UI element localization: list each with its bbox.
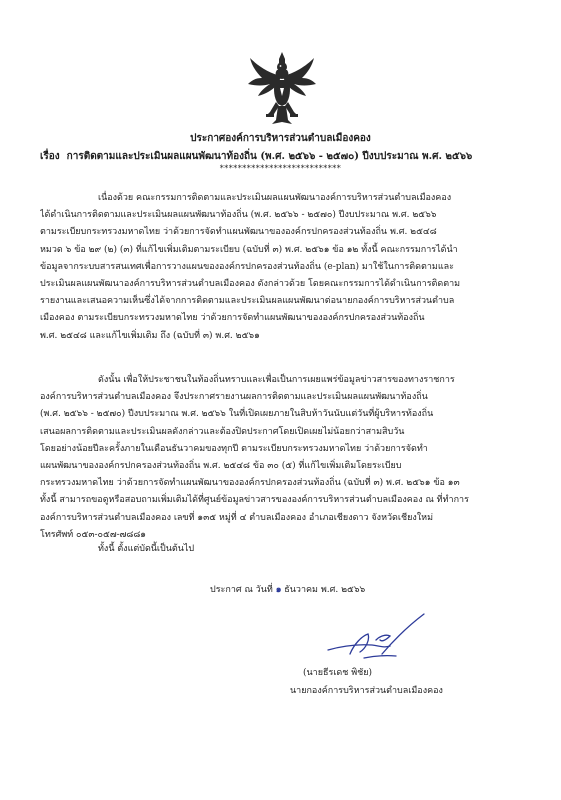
paragraph-line: ประเมินผลแผนพัฒนาองค์การบริหารส่วนตำบลเมืองคอง ดังกล่าวด้วย โดยคณะกรรมการได้ดำเนินการติดตาม [40,279,461,290]
subject-line [40,149,540,164]
paragraph-line: ทั้งนี้ ตั้งแต่บัดนี้เป็นต้นไป [98,544,195,554]
paragraph-line: ตามระเบียบกระทรวงมหาดไทย ว่าด้วยการจัดทำแผนพัฒนาขององค์กรปกครองส่วนท้องถิ่น พ.ศ. ๒๕๔๘ [40,227,437,238]
paragraph-line: องค์การบริหารส่วนตำบลเมืองคอง จึงประกาศรายงานผลการติดตามและประเมินผลแผนพัฒนาท้องถิ่น [40,392,428,403]
signatory-name: (นายธีรเดช พิชัย) [303,668,373,678]
paragraph-line: รายงานและเสนอความเห็นซึ่งได้จากการติดตามและประเมินผลแผนพัฒนาต่อนายกองค์การบริหารส่วนตำบล [40,296,455,307]
paragraph-line: กระทรวงมหาดไทย ว่าด้วยการจัดทำแผนพัฒนาขององค์กรปกครองส่วนท้องถิ่น (ฉบับที่ ๓) พ.ศ. ๒๕๖๑ ข้อ ๑๓ [40,478,460,489]
paragraph-line: ได้ดำเนินการติดตามและประเมินผลแผนพัฒนาท้องถิ่น (พ.ศ. ๒๕๖๖ - ๒๕๗๐) ปีงบประมาณ พ.ศ. ๒๕๖๖ [40,210,437,221]
paragraph-line: โดยอย่างน้อยปีละครั้งภายในเดือนธันวาคมของทุกปี ตามระเบียบกระทรวงมหาดไทย ว่าด้วยการจัดทำ [40,443,428,454]
paragraph-line: (พ.ศ. ๒๕๖๖ - ๒๕๗๐) ปีงบประมาณ พ.ศ. ๒๕๖๖ ในที่เปิดเผยภายในสิบห้าวันนับแต่วันที่ผู้บริหารท้องถิ่น [40,409,434,420]
announcement-title: ประกาศองค์การบริหารส่วนตำบลเมืองคอง [190,133,371,144]
paragraph-line: ข้อมูลจากระบบสารสนเทศเพื่อการวางแผนขององค์กรปกครองส่วนท้องถิ่น (e-plan) มาใช้ในการติดตามและ [40,261,454,272]
handwritten-signature [320,610,430,670]
paragraph-line: เนื่องด้วย คณะกรรมการติดตามและประเมินผลแผนพัฒนาองค์การบริหารส่วนตำบลเมืองคอง [98,193,452,203]
paragraph-line: แผนพัฒนาขององค์กรปกครองส่วนท้องถิ่น พ.ศ. ๒๕๔๘ ข้อ ๓๐ (๕) ที่แก้ไขเพิ่มเติมโดยระเบียบ [40,461,402,472]
date-suffix: ธันวาคม พ.ศ. ๒๕๖๖ [284,585,366,595]
paragraph-line: หมวด ๖ ข้อ ๒๙ (๒) (๓) ที่แก้ไขเพิ่มเติมตามระเบียบ (ฉบับที่ ๓) พ.ศ. ๒๕๖๑ ข้อ ๑๒ ทั้งนี้ คณะกรรมการได้นำ [40,244,458,255]
paragraph-line: เมืองคอง ตามระเบียบกระทรวงมหาดไทย ว่าด้วยการจัดทำแผนพัฒนาขององค์กรปกครองส่วนท้องถิ่น [40,313,425,324]
paragraph-line: ดังนั้น เพื่อให้ประชาชนในท้องถิ่นทราบและเพื่อเป็นการเผยแพร่ข้อมูลข่าวสารของทางราชการ [98,375,455,385]
subject-label: เรื่อง [40,151,60,162]
paragraph-line: ทั้งนี้ สามารถขอดูหรือสอบถามเพิ่มเติมได้ที่ศูนย์ข้อมูลข่าวสารขององค์การบริหารส่วนตำบลเมืองคอง ณ ที่ทำการ [40,495,469,506]
paragraph-line: โทรศัพท์ ๐๕๓-๐๕๗-๗๘๘๑ [40,529,147,540]
paragraph-1 [40,190,520,345]
paragraph-line: พ.ศ. ๒๕๔๘ และแก้ไขเพิ่มเติม ถึง (ฉบับที่ ๓) พ.ศ. ๒๕๖๑ [40,330,260,341]
separator-line: *************************** [219,164,342,173]
announcement-date [210,582,365,596]
handwritten-day: ๑ [275,585,282,595]
date-prefix: ประกาศ ณ วันที่ [210,585,273,595]
signatory-position: นายกองค์การบริหารส่วนตำบลเมืองคอง [290,686,443,696]
subject-text: การติดตามและประเมินผลแผนพัฒนาท้องถิ่น (พ.ศ. ๒๕๖๖ - ๒๕๗๐) ปีงบประมาณ พ.ศ. ๒๕๖๖ [66,151,473,162]
paragraph-line: เสนอผลการติดตามและประเมินผลดังกล่าวและต้องปิดประกาศโดยเปิดเผยไม่น้อยกว่าสามสิบวัน [40,426,405,437]
paragraph-2 [40,372,520,544]
garuda-emblem-icon [246,50,318,126]
paragraph-line: องค์การบริหารส่วนตำบลเมืองคอง เลขที่ ๑๓๕ หมู่ที่ ๔ ตำบลเมืองคอง อำเภอเชียงดาว จังหวัดเชียงใหม่ [40,512,434,523]
paragraph-3 [40,541,520,558]
